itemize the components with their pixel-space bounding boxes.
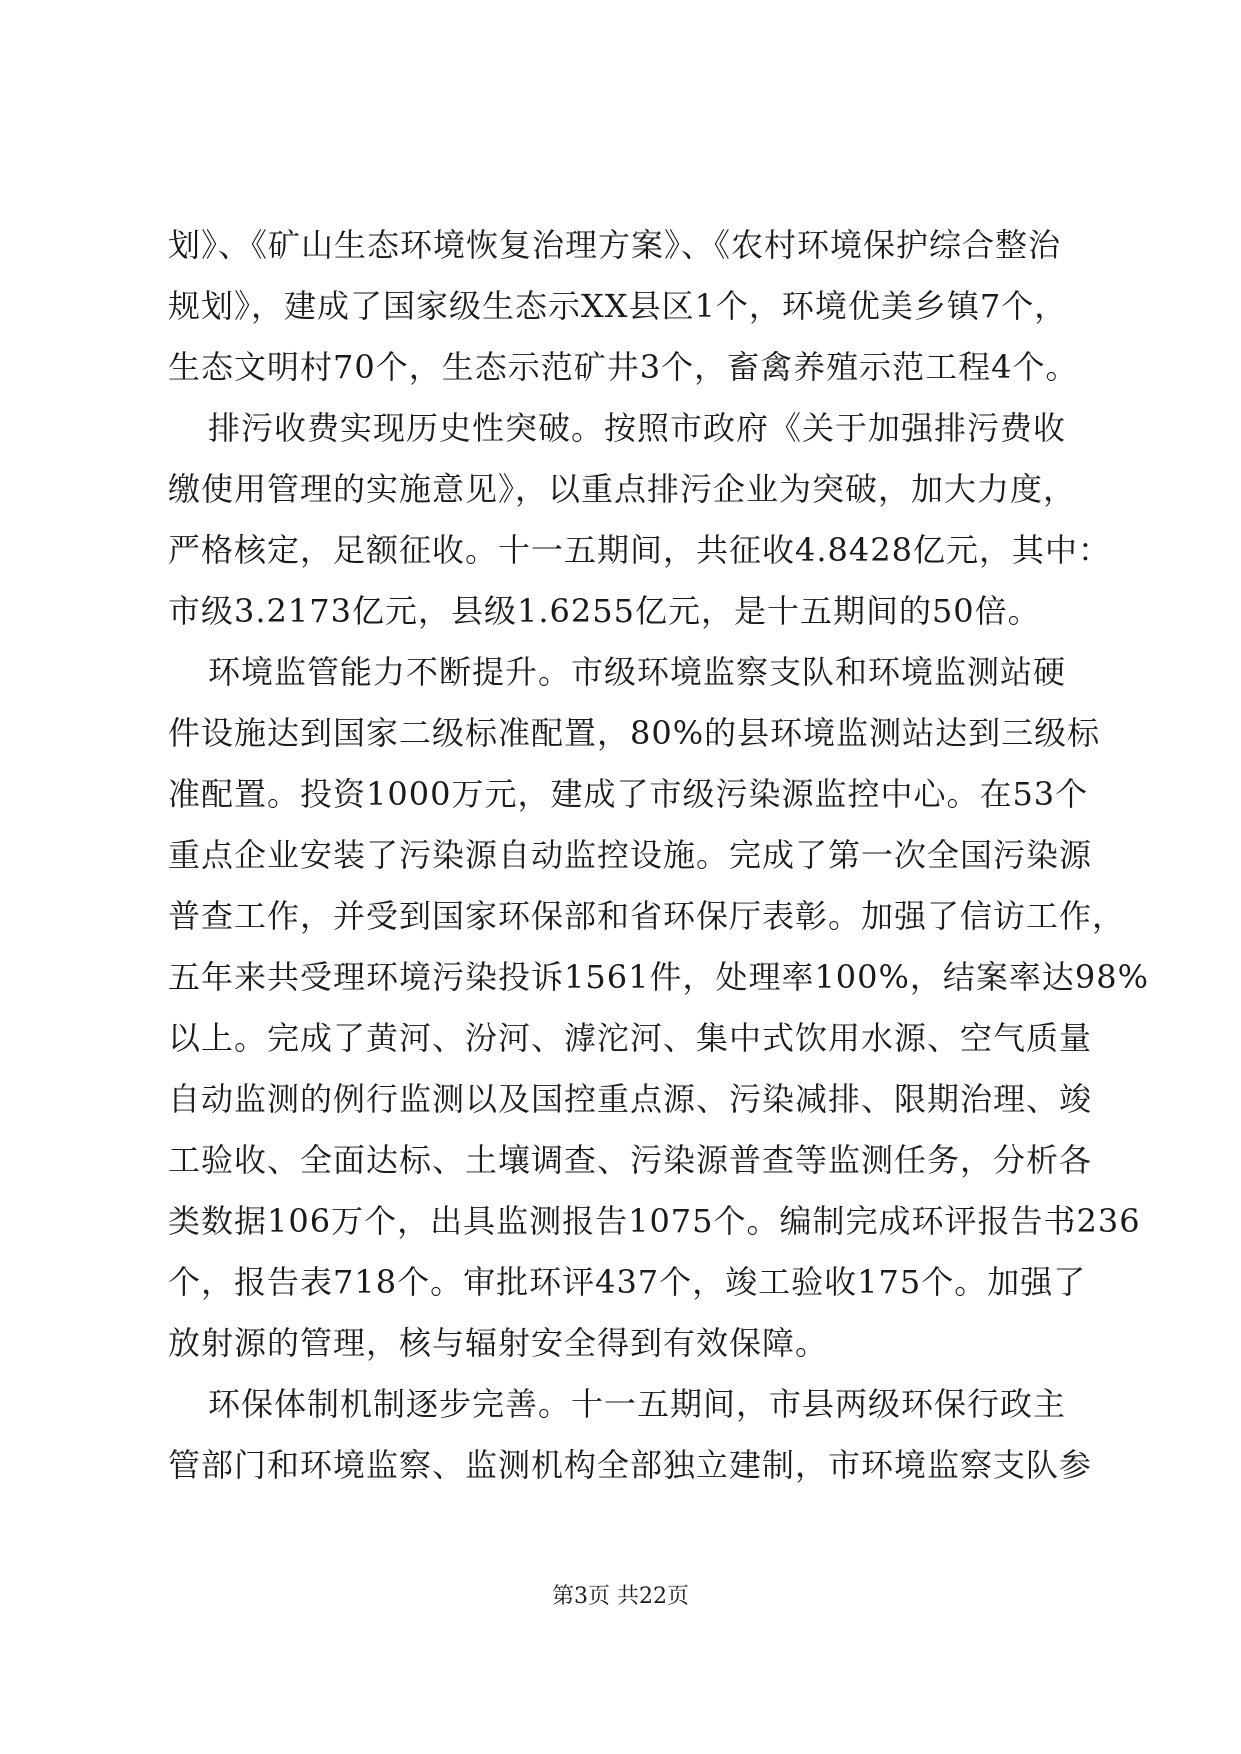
- text-line: 以上。完成了黄河、汾河、滹沱河、集中式饮用水源、空气质量: [168, 1019, 1093, 1057]
- text-line: 放射源的管理，核与辐射安全得到有效保障。: [168, 1324, 829, 1362]
- text-line: 严格核定，足额征收。十一五期间，共征收4.8428亿元，其中：: [168, 531, 1111, 569]
- text-line: 管部门和环境监察、监测机构全部独立建制，市环境监察支队参: [168, 1446, 1093, 1484]
- text-line: 五年来共受理环境污染投诉1561件，处理率100%，结案率达98%: [168, 958, 1150, 996]
- text-line: 生态文明村70个，生态示范矿井3个，畜禽养殖示范工程4个。: [168, 348, 1079, 386]
- paragraph-start-line: 排污收费实现历史性突破。按照市政府《关于加强排污费收: [208, 409, 1067, 447]
- text-line: 普查工作，并受到国家环保部和省环保厅表彰。加强了信访工作，: [168, 897, 1126, 935]
- page-number: 第3页 共22页: [552, 1584, 689, 1609]
- text-line: 缴使用管理的实施意见》，以重点排污企业为突破，加大力度，: [168, 470, 1077, 508]
- text-line: 准配置。投资1000万元，建成了市级污染源监控中心。在53个: [168, 775, 1089, 813]
- text-line: 市级3.2173亿元，县级1.6255亿元，是十五期间的50倍。: [168, 592, 1041, 630]
- text-line: 规划》，建成了国家级生态示XX县区1个，环境优美乡镇7个，: [168, 287, 1068, 325]
- paragraph-start-line: 环保体制机制逐步完善。十一五期间，市县两级环保行政主: [208, 1385, 1067, 1423]
- text-line: 划》、《矿山生态环境恢复治理方案》、《农村环境保护综合整治: [168, 226, 1062, 264]
- text-line: 件设施达到国家二级标准配置，80%的县环境监测站达到三级标: [168, 714, 1101, 752]
- text-line: 重点企业安装了污染源自动监控设施。完成了第一次全国污染源: [168, 836, 1093, 874]
- page-footer: [0, 1583, 1241, 1611]
- text-line: 个，报告表718个。审批环评437个，竣工验收175个。加强了: [168, 1263, 1087, 1301]
- text-line: 自动监测的例行监测以及国控重点源、污染减排、限期治理、竣: [168, 1080, 1093, 1118]
- paragraph-start-line: 环境监管能力不断提升。市级环境监察支队和环境监测站硬: [208, 653, 1067, 691]
- text-line: 工验收、全面达标、土壤调查、污染源普查等监测任务，分析各: [168, 1141, 1093, 1179]
- text-line: 类数据106万个，出具监测报告1075个。编制完成环评报告书236: [168, 1202, 1141, 1240]
